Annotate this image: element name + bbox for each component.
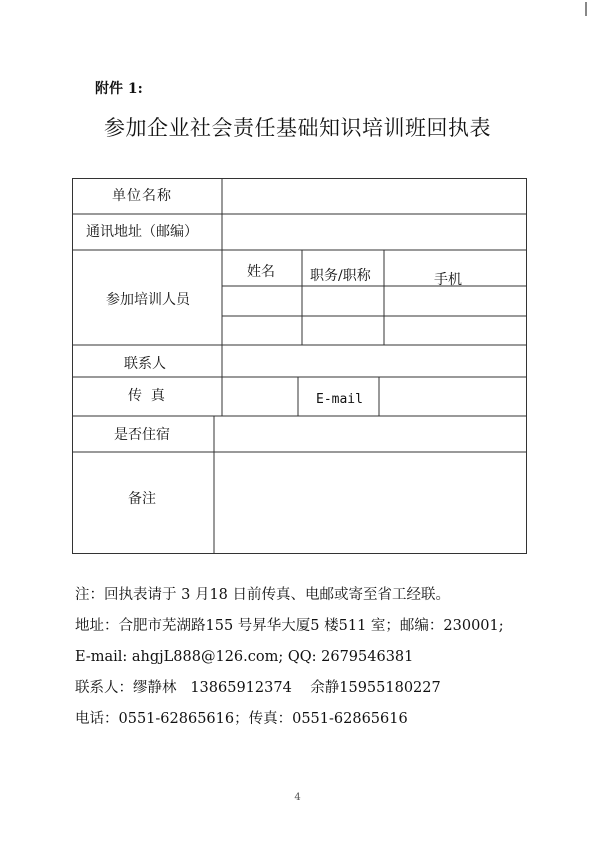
form-title: 参加企业社会责任基础知识培训班回执表	[104, 116, 491, 140]
page-number: 4	[294, 792, 301, 803]
note-address: 地址：合肥市芜湖路155 号昇华大厦5 楼511 室；邮编：230001;	[75, 618, 504, 634]
attachment-label: 附件 1:	[95, 81, 143, 97]
receipt-form-table	[72, 163, 527, 554]
unit-name-label: 单位名称	[112, 188, 172, 204]
note-phone-fax: 电话：0551-62865616；传真：0551-62865616	[75, 711, 408, 727]
note-deadline: 注：回执表请于 3 月18 日前传真、电邮或寄至省工经联。	[75, 587, 451, 603]
participants-label: 参加培训人员	[106, 292, 190, 308]
contact-label: 联系人	[124, 356, 166, 372]
remarks-label: 备注	[128, 491, 156, 507]
email-label: E-mail	[316, 392, 363, 407]
fax-label: 传 真	[128, 388, 165, 404]
notes-block	[75, 580, 504, 735]
lodging-label: 是否住宿	[114, 427, 170, 443]
col-name-header: 姓名	[247, 264, 275, 280]
note-contacts: 联系人：缪静林 13865912374 余静15955180227	[75, 680, 441, 696]
col-position-header: 职务/职称	[310, 268, 371, 284]
scan-mark	[585, 2, 587, 16]
note-email-qq: E-mail: ahgjL888@126.com; QQ: 2679546381	[75, 649, 414, 665]
address-label: 通讯地址（邮编）	[86, 224, 198, 240]
col-phone-header: 手机	[434, 272, 462, 288]
